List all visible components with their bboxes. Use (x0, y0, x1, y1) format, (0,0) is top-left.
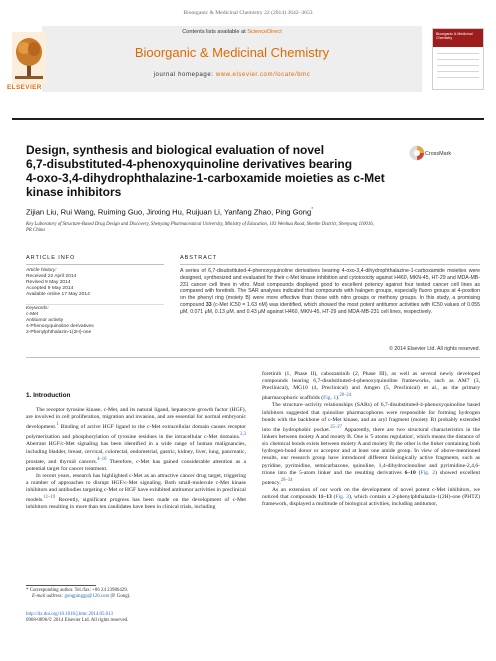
article-history (26, 268, 166, 298)
body-paragraph: The structure–activity relationships (SARs) of 6,7-disubstituted-4-phenoxyquinoline based inhibitors suggested that quinoline pharmacophores were responsible for forming hydrogen bonds with the backbone of c-Met kinase, and an aryl fragment (moiety B) probably extended into the hydrophobic pocket.$^{25-27}$ Apparently, there are two structural characteristics in the linkers between moiety A and moiety B. One is '5 atoms regulation', which means the distance of six chemical bonds exists between moiety A and moiety B; the other is the linker containing both hydrogen-bond donor or acceptor and at least one amide group. In view of above-mentioned results, our research group have introduced different biologically active fragments, such as pyridine, pyrimidine, semicarbazone, quinoline, 1,4-dihydrocinnoline and pyrimidine-2,4,6-trione into the 5-atom linker and the resulting derivatives 6–10 (Fig. 2) showed excellent potency.$^{28-34}$ (262, 402, 481, 486)
abstract-part: A series of 6,7-disubstituted-4-phenoxyquinoline derivatives bearing 4-oxo-3,4-dihydrophthalazine-1-carboxamide moieties were designed, synthesized and evaluated for their c-Met kinase inhibition and cytotoxicity against H460, MKN-45, HT-29 and MDA-MB-231 cancer cell lines in vitro. Most compounds displayed good to excellent potency against four tested cancer cell lines as compared with foretinib. The SAR analyses indicated that compounds with halogen groups, especially fluoro groups at 4-position on the phenyl ring (moiety B) were more effective than those with nitro groups or methoxy groups. In this study, a promising compound (180, 268, 480, 308)
history-item: Accepted 9 May 2014 (26, 286, 74, 292)
corresponding-author-mark[interactable]: * (311, 207, 314, 213)
citation-ref[interactable]: 4–10 (97, 456, 107, 462)
text-run: Aberrant HGF/c-Met signaling has been identified in a wide range of human malignancies, including bladder, breast, cervical, colorectal, endometrial, gastric, kidney, liver, lung, pancreatic, prostate, and thyroid cancers. (26, 441, 246, 465)
citation-ref[interactable]: 1 (56, 422, 59, 428)
history-item: Received 22 April 2014 (26, 274, 77, 280)
text-run: Apparently, there are two structural characteristics in the linkers between moiety A and moiety B. One is '5 atoms regulation', which means the distance of six chemical bonds exists between moiety A and moiety B; the other is the linker containing both hydrogen-bond donor or acceptor and at least one amide group. In view of above-mentioned results, our research group have introduced different biologically active fragments, such as pyridine, pyrimidine, semicarbazone, quinoline, 1,4-dihydrocinnoline and pyrimidine-2,4,6-trione into the 5-atom linker and the resulting derivatives (262, 426, 480, 476)
title-line: 6,7-disubstituted-4-phenoxyquinoline derivatives bearing (26, 157, 353, 171)
citation-ref[interactable]: 28–34 (280, 477, 293, 483)
authors-text: Zijian Liu, Rui Wang, Ruiming Guo, Jinxing Hu, Ruijuan Li, Yanfang Zhao, Ping Gong (26, 207, 312, 217)
abstract-copyright: © 2014 Elsevier Ltd. All rights reserved. (389, 346, 480, 352)
text-run: foretinib (1, Phase II), cabozantinib (2, Phase III), as well as several newly developed compounds bearing 6,7-disubstituted-4-phenoxyquinoline frameworks, such as AM7 (3, Preclinical), MG10 (4, Preclinical) and Amgen (5, Preclinical) et al., as the primary pharmacophoric scaffolds ( (262, 371, 480, 402)
body-paragraph: As an extension of our work on the development of novel potent c-Met inhibitors, we noticed that compounds 11–13 (Fig. 3), which contain a 2-phenylphthalazin-1(2H)-one (PHTZ) framework, displayed a multitude of biological activities, including antitumor, (262, 486, 480, 508)
journal-cover-thumbnail (432, 28, 484, 90)
abstract-part: (c-Met IC50 = 1.63 nM) was identified, which showed the most potent antitumor activities with IC50 values of 0.055 μM, 0.071 μM, 0.13 μM, and 0.43 μM against H460, MKN-45, HT-29 and MDA-MB-231 cell lines, respectively. (180, 301, 480, 315)
email-suffix: (P. Gong). (110, 594, 131, 600)
cover-line (437, 59, 479, 60)
homepage-prefix: journal homepage: (153, 72, 214, 78)
figure-link[interactable]: Fig. 2 (420, 469, 436, 476)
text-run: In recent years, research has highlighted c-Met as an attractive cancer drug target, triggering a number of approaches to disrupt HGF/c-Met signaling. Both small-molecule c-Met kinase inhibitors and antibodies targeting c-Met or HGF have exhibited antitumor activities in preclinical models. (26, 472, 246, 504)
cover-line (437, 71, 479, 72)
contents-prefix: Contents lists available at (182, 29, 246, 35)
article-info-heading: ARTICLE INFO (26, 255, 76, 261)
article-info-rule (26, 264, 164, 265)
abstract-bottom-rule (26, 357, 480, 358)
keyword-item: c-Met (26, 312, 39, 318)
title-line: Design, synthesis and biological evaluation of novel (26, 143, 325, 157)
issn-line: 0968-0896/© 2014 Elsevier Ltd. All rights reserved. (26, 618, 129, 624)
history-item: Revised 9 May 2014 (26, 280, 71, 286)
cover-title: Bioorganic & Medicinal Chemistry (436, 32, 473, 41)
sciencedirect-link[interactable]: ScienceDirect (247, 29, 282, 35)
abstract-heading: ABSTRACT (180, 255, 218, 261)
journal-name: Bioorganic & Medicinal Chemistry (134, 45, 330, 60)
citation-ref[interactable]: 20–24 (339, 393, 352, 399)
text-run: Therefore, c-Met has gained considerable attention as a potential target for cancer treatment. (26, 458, 246, 472)
footnote-rule (26, 585, 96, 586)
journal-homepage (42, 72, 422, 78)
body-paragraph (26, 407, 246, 473)
abstract-rule (180, 264, 480, 265)
title-line: 4-oxo-3,4-dihydrophthalazine-1-carboxamide moieties as c-Met (26, 171, 385, 185)
crossmark-icon[interactable] (409, 145, 425, 161)
citation-ref[interactable]: 11–19 (43, 495, 56, 501)
cover-line (437, 77, 479, 78)
keyword-item: 4-Phenoxyquinoline derivatives (26, 324, 94, 330)
body-column-left (26, 407, 246, 511)
homepage-link[interactable]: www.elsevier.com/locate/bmc (215, 72, 311, 78)
footnote-email (26, 594, 246, 600)
section-heading-introduction: 1. Introduction (26, 392, 71, 399)
body-paragraph (26, 473, 246, 512)
publisher-wordmark: ELSEVIER (7, 84, 42, 91)
cover-line (437, 65, 479, 66)
doi-link[interactable]: http://dx.doi.org/10.1016/j.bmc.2014.05.013 (26, 612, 113, 617)
text-run: As an extension of our work on the development of novel potent c-Met inhibitors, we noticed that compounds (262, 486, 480, 501)
keyword-item: 2-Phenylphthalazin-1(2H)-one (26, 330, 92, 336)
text-run: The receptor tyrosine kinase, c-Met, and its natural ligand, hepatocyte growth factor (HGF), are involved in cell proliferation, migration and invasion, and are essential for normal embryonic development. (26, 407, 246, 431)
crossmark-label[interactable]: CrossMark (425, 151, 452, 157)
email-link[interactable]: gongpinggp@126.com (64, 594, 110, 600)
bottom-metadata (26, 612, 246, 625)
cover-line (437, 53, 479, 54)
body-paragraph (262, 371, 480, 402)
header-rule (12, 118, 484, 120)
body-column-right (262, 371, 480, 508)
text-run: Binding of active HGF ligand to the c-Met extracellular domain causes receptor polymerization and phosphorylation of tyrosine residues in the intracellular c-Met domains. (26, 424, 246, 441)
title-line: kinase inhibitors (26, 185, 122, 199)
affiliation (26, 222, 466, 235)
keywords-block (26, 306, 166, 336)
footnote (26, 588, 246, 601)
keyword-item: Antitumor activity (26, 318, 64, 324)
abstract-compound: 33 (205, 301, 212, 308)
citation-ref[interactable]: 2,3 (240, 432, 246, 438)
footnote-star: * (26, 588, 29, 593)
figure-link[interactable]: Fig. 3 (335, 494, 349, 501)
journal-citation: Bioorganic & Medicinal Chemistry 22 (2014) 3642–3653 (183, 10, 313, 16)
text-run: showed excellent potency. (262, 469, 481, 486)
text-run: Recently, significant progress has been made on the development of c-Met inhibitors resulting in more than ten candidates have been in clinical trials, including (26, 497, 246, 511)
author-list (26, 207, 486, 217)
citation-ref[interactable]: 25–27 (330, 424, 342, 430)
article-title (26, 143, 414, 199)
compound-number: 6–10 (404, 469, 416, 476)
contents-availability (42, 29, 422, 35)
text-run: , which contain a 2-phenylphthalazin-1(2H)-one (PHTZ) framework, displayed a multitude of biological activities, including antitumor, (262, 494, 480, 508)
email-label: E-mail address: (32, 594, 64, 600)
text-run: ). (336, 395, 340, 402)
keywords-label: Keywords: (26, 306, 49, 311)
history-item: Available online 17 May 2014 (26, 292, 90, 298)
text-run: The structure–activity relationships (SARs) of 6,7-disubstituted-4-phenoxyquinoline based inhibitors suggested that quinoline pharmacophores were responsible for forming hydrogen bonds with the backbone of c-Met kinase, and an aryl fragment (moiety B) probably extended into the hydrophobic pocket. (262, 402, 480, 433)
affiliation-line: PR China (26, 228, 45, 234)
compound-number: 11–13 (318, 494, 332, 501)
affiliation-line: Key Laboratory of Structure-Based Drug Design and Discovery, Shenyang Pharmaceutical University, Ministry of Education, 103 Wenhua Road, Shenhe District, Shenyang 110016, (26, 222, 374, 227)
history-label: Article history: (26, 268, 57, 273)
footnote-text: Corresponding author. Tel./fax: +86 24 23986429. (29, 588, 128, 593)
elsevier-tree-logo-icon (12, 32, 46, 84)
keywords-rule (26, 304, 164, 305)
abstract-text (180, 268, 480, 315)
figure-link[interactable]: Fig. 1 (323, 395, 337, 402)
